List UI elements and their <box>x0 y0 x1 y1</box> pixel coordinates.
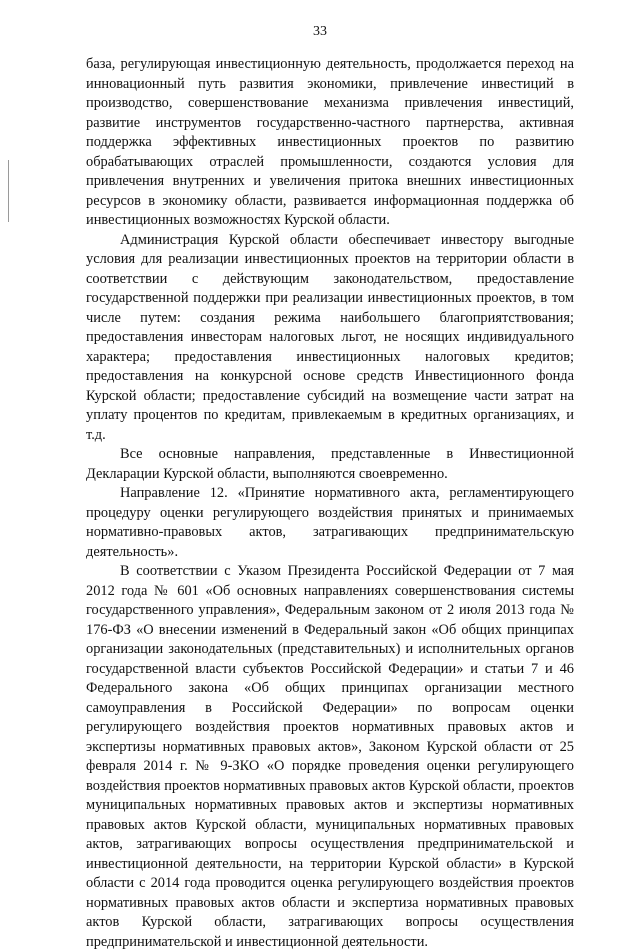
paragraph-direction-12: Направление 12. «Принятие нормативного акта, регламентирующего процедуру оценки регулирующего воздействия принятых и принимаемых нормативно-правовых актов, затрагивающих предпринимательскую деятельность». <box>86 485 574 560</box>
paragraph-declaration-directions: Все основные направления, представленные в Инвестиционной Декларации Курской области, выполняются своевременно. <box>86 446 574 482</box>
scan-margin-mark <box>8 160 9 222</box>
paragraph-regulatory-assessment: В соответствии с Указом Президента Российской Федерации от 7 мая 2012 года № 601 «Об основных направлениях совершенствования системы государственного управления», Федеральным законом от 2 июля 2013 года № 176-ФЗ «О внесении изменений в Федеральный закон «Об общих принципах организации законодательных (представительных) и исполнительных органов государственной власти субъектов Российской Федерации» и статьи 7 и 46 Федерального закона «Об общих принципах организации местного самоуправления в Российской Федерации» по вопросам оценки регулирующего воздействия проектов нормативных правовых актов и экспертизы нормативных правовых актов», Законом Курской области от 25 февраля 2014 г. № 9-ЗКО «О порядке проведения оценки регулирующего воздействия проектов нормативных правовых актов Курской области, проектов муниципальных нормативных правовых актов и экспертизы нормативных правовых актов Курской области, муниципальных нормативных правовых актов, затрагивающих вопросы осуществления предпринимательской и инвестиционной деятельности, на территории Курской области» в Курской области с 2014 года проводится оценка регулирующего воздействия проектов нормативных правовых актов области и экспертиза нормативных правовых актов Курской области, затрагивающих вопросы осуществления предпринимательской и инвестиционной деятельности. <box>86 563 574 950</box>
paragraph-continuation: база, регулирующая инвестиционную деятельность, продолжается переход на инновационный путь развития экономики, привлечение инвестиций в производство, совершенствование механизма привлечения инвестиций, развитие инструментов государственно-частного партнерства, активная поддержка эффективных инвестиционных проектов по развитию обрабатывающих отраслей промышленности, создаются условия для привлечения внутренних и увеличения притока внешних инвестиционных ресурсов в экономику области, развивается информационная поддержка об инвестиционных возможностях Курской области. <box>86 56 574 228</box>
document-body <box>86 55 574 952</box>
paragraph-administration-conditions: Администрация Курской области обеспечивает инвестору выгодные условия для реализации инвестиционных проектов на территории области в соответствии с действующим законодательством, предоставление государственной поддержки при реализации инвестиционных проектов, в том числе путем: создания режима наибольшего благоприятствования; предоставления инвесторам налоговых льгот, не носящих индивидуального характера; предоставления инвестиционных налоговых кредитов; предоставления на конкурсной основе средств Инвестиционного фонда Курской области; предоставление субсидий на возмещение части затрат на уплату процентов по кредитам, привлекаемым в кредитных организациях, и т.д. <box>86 231 574 443</box>
page-number: 33 <box>313 24 327 39</box>
